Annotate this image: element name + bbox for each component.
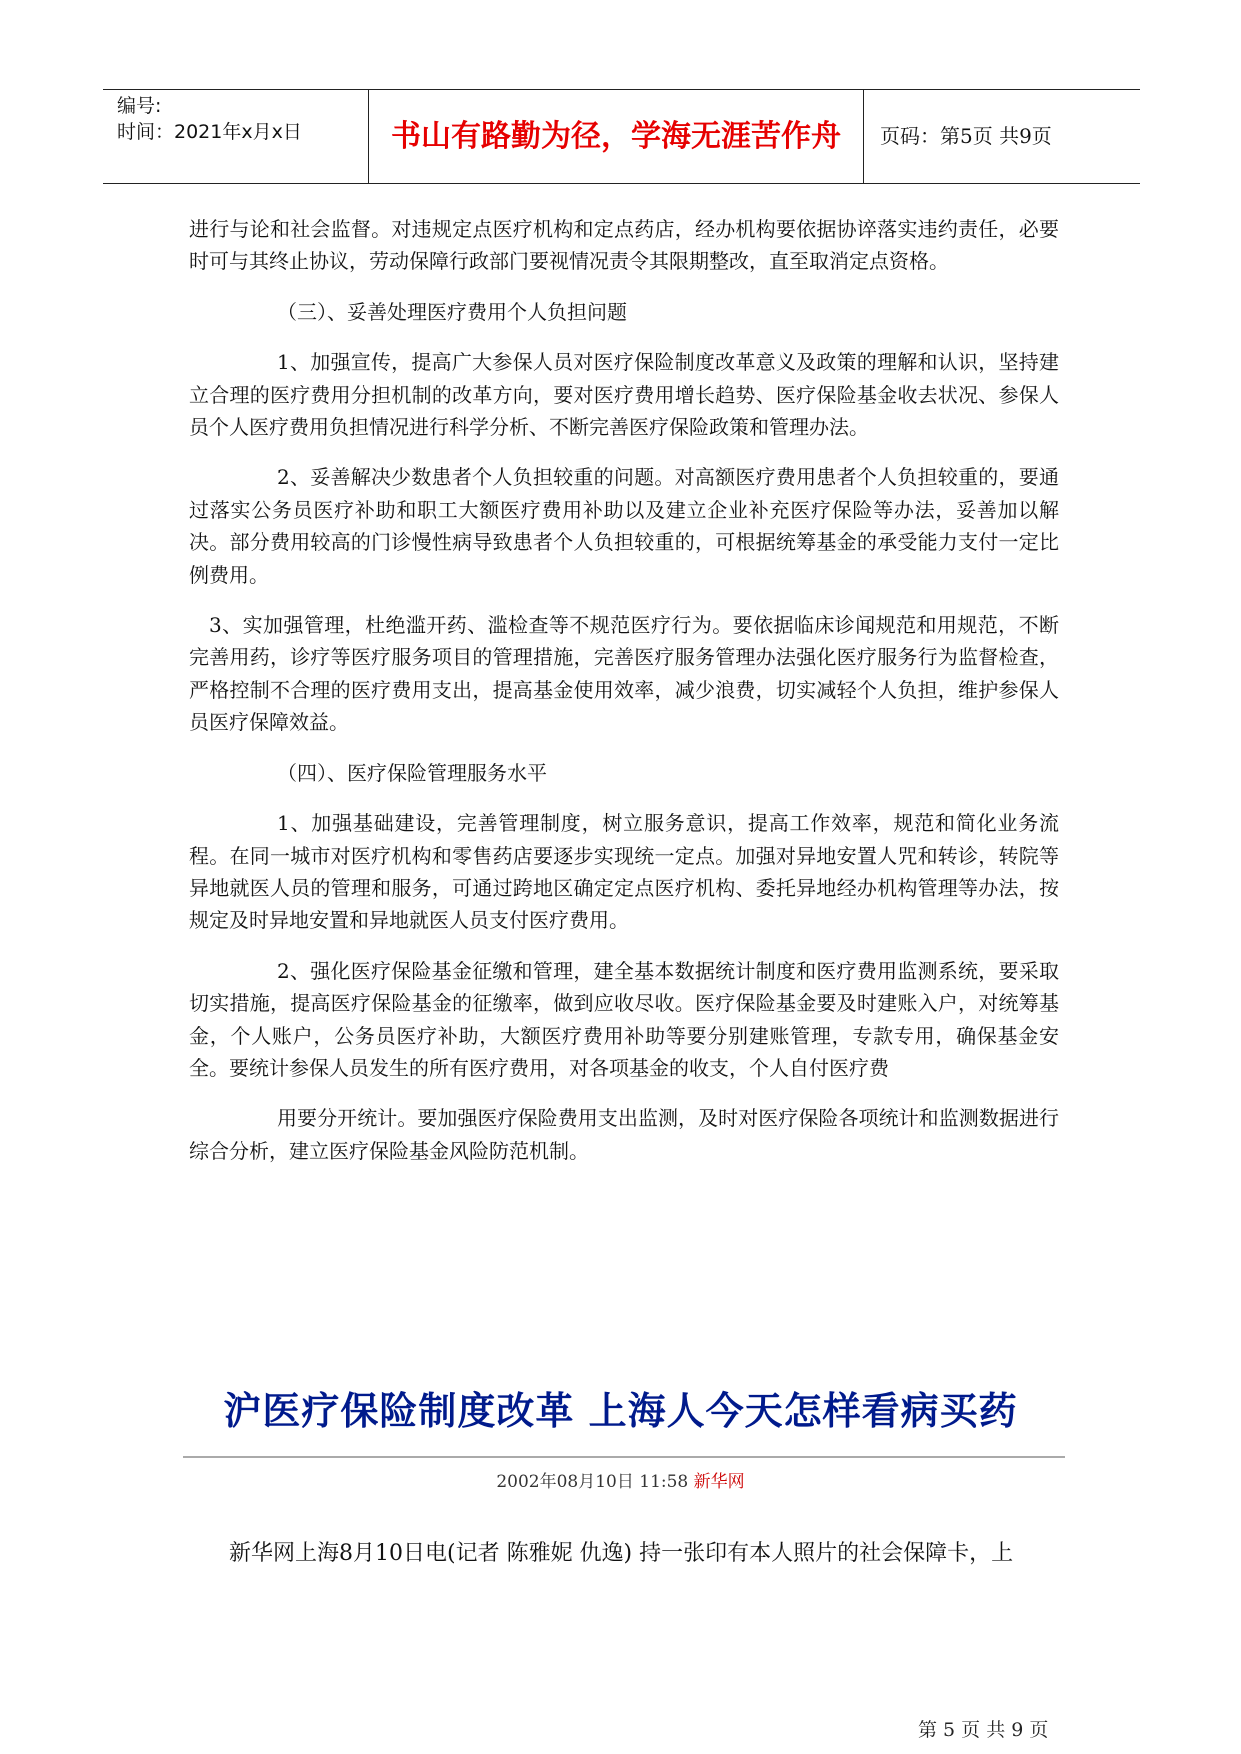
article-title: 沪医疗保险制度改革 上海人今天怎样看病买药 <box>223 1388 1018 1433</box>
header-info-cell <box>103 90 369 183</box>
paragraph: 进行与论和社会监督。对违规定点医疗机构和定点药店，经办机构要依据协谇落实违约责任，必要时可与其终止协议，劳动保障行政部门要视情况责令其限期整改，直至取消定点资格。 <box>189 217 1059 274</box>
page-header <box>103 89 1140 184</box>
paragraph: 2、强化医疗保险基金征缴和管理，建全基本数据统计制度和医疗费用监测系统，要采取切实措施，提高医疗保险基金的征缴率，做到应收尽收。医疗保险基金要及时建账入户，对统筹基金，个人账户，公务员医疗补助，大额医疗费用补助等要分别建账管理，专款专用，确保基金安全。要统计参保人员发生的所有医疗费用，对各项基金的收支，个人自付医疗费 <box>189 958 1059 1080</box>
section-heading: （四）、医疗保险管理服务水平 <box>277 760 547 785</box>
number-label: 编号: <box>117 95 162 117</box>
header-motto: 书山有路勤为径，学海无涯苦作舟 <box>369 90 864 183</box>
article-date: 2002年08月10日 11:58 <box>496 1472 689 1492</box>
section-heading: （三）、妥善处理医疗费用个人负担问题 <box>277 299 627 324</box>
article-meta <box>0 1467 1241 1492</box>
paragraph: 2、妥善解决少数患者个人负担较重的问题。对高额医疗费用患者个人负担较重的，要通过落实公务员医疗补助和职工大额医疗费用补助以及建立企业补充医疗保险等办法，妥善加以解决。部分费用较高的门诊慢性病导致患者个人负担较重的，可根据统筹基金的承受能力支付一定比例费用。 <box>189 465 1059 587</box>
document-body <box>189 213 1059 1167</box>
paragraph: 1、加强基础建设，完善管理制度，树立服务意识，提高工作效率，规范和简化业务流程。在同一城市对医疗机构和零售药店要逐步实现统一定点。加强对异地安置人咒和转诊，转院等异地就医人员的管理和服务，可通过跨地区确定定点医疗机构、委托异地经办机构管理等办法，按规定及时异地安置和异地就医人员支付医疗费用。 <box>189 811 1059 933</box>
time-label: 时间：2021年x月x日 <box>117 121 302 143</box>
article-lead: 新华网上海8月10日电(记者 陈雅妮 仇逸) 持一张印有本人照片的社会保障卡，上 <box>229 1541 1014 1566</box>
page-footer: 第 5 页 共 9 页 <box>918 1719 1049 1741</box>
title-divider <box>183 1456 1065 1458</box>
paragraph: 用要分开统计。要加强医疗保险费用支出监测，及时对医疗保险各项统计和监测数据进行综合分析，建立医疗保险基金风险防范机制。 <box>189 1106 1059 1163</box>
paragraph: 3、实加强管理，杜绝滥开药、滥检查等不规范医疗行为。要依据临床诊闻规范和用规范，不断完善用药，诊疗等医疗服务项目的管理措施，完善医疗服务管理办法强化医疗服务行为监督检查，严格控制不合理的医疗费用支出，提高基金使用效率，减少浪费，切实减轻个人负担，维护参保人员医疗保障效益。 <box>189 613 1059 735</box>
paragraph: 1、加强宣传，提高广大参保人员对医疗保险制度改革意义及政策的理解和认识，坚持建立合理的医疗费用分担机制的改革方向，要对医疗费用增长趋势、医疗保险基金收去状况、参保人员个人医疗费用负担情况进行科学分析、不断完善医疗保险政策和管理办法。 <box>189 350 1059 440</box>
header-page-label: 页码：第5页 共9页 <box>880 124 1052 148</box>
article-source-link[interactable]: 新华网 <box>693 1472 745 1492</box>
